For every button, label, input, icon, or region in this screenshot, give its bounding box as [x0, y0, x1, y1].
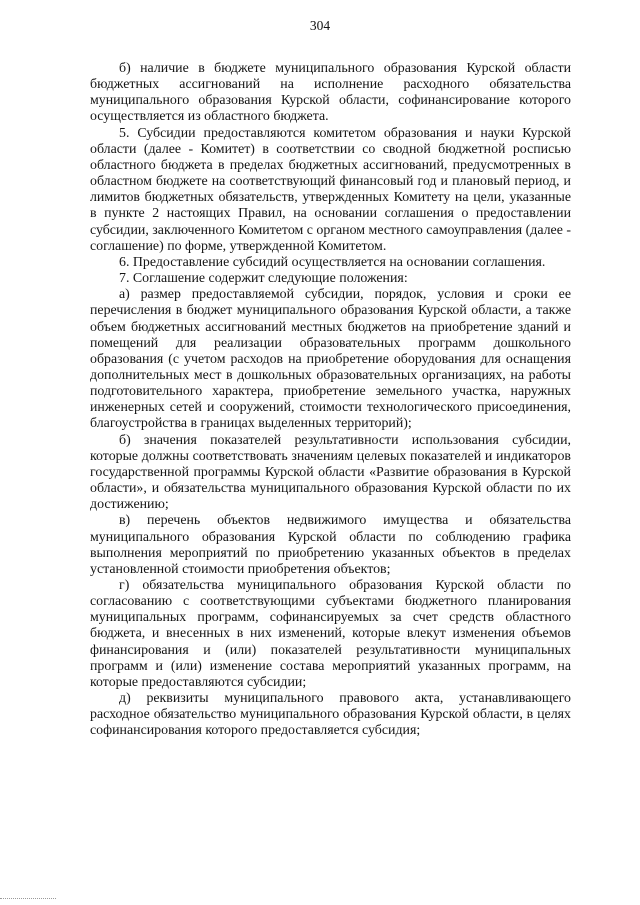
paragraph-7b-performance-indicators: б) значения показателей результативности использования субсидии, которые должны соответствовать значениям целевых показателей и индикаторов государственной программы Курской области «Развитие образования в Курской области», и обязательства муниципального образования Курской области по их достижению;: [90, 432, 571, 513]
paragraph-7v-property-list: в) перечень объектов недвижимого имущества и обязательства муниципального образования Курской области по соблюдению графика выполнения мероприятий по приобретению указанных объектов в пределах установленной стоимости приобретения объектов;: [90, 513, 571, 577]
paragraph-5-subsidies-provision: 5. Субсидии предоставляются комитетом образования и науки Курской области (далее - Комитет) в соответствии со сводной бюджетной росписью областного бюджета в пределах бюджетных ассигнований, предусмотренных в областном бюджете на соответствующий финансовый год и плановый период, и лимитов бюджетных обязательств, утвержденных Комитету на цели, указанные в пункте 2 настоящих Правил, на основании соглашения о предоставлении субсидии, заключенного Комитетом с органом местного самоуправления (далее - соглашение) по форме, утвержденной Комитетом.: [90, 125, 571, 254]
paragraph-7d-legal-act-details: д) реквизиты муниципального правового акта, устанавливающего расходное обязательство муниципального образования Курской области, в целях софинансирования которого предоставляется субсидия;: [90, 691, 571, 739]
paragraph-6b-budget-allocations: б) наличие в бюджете муниципального образования Курской области бюджетных ассигнований на исполнение расходного обязательства муниципального образования Курской области, софинансирование которого осуществляется из областного бюджета.: [90, 61, 571, 125]
paragraph-6-agreement-basis: 6. Предоставление субсидий осуществляется на основании соглашения.: [119, 254, 546, 270]
paragraph-7a-subsidy-amount: а) размер предоставляемой субсидии, порядок, условия и сроки ее перечисления в бюджет муниципального образования Курской области, а также объем бюджетных ассигнований местных бюджетов на приобретение зданий и помещений для реализации образовательных программ дошкольного образования (с учетом расходов на приобретение оборудования для оснащения дополнительных мест в дошкольных образовательных организациях, на работы подготовительного характера, приобретение земельного участка, наружных инженерных сетей и сооружений, стоимости технологического присоединения, благоустройства в границах выделенных территорий);: [90, 287, 571, 432]
page-number: 304: [309, 18, 331, 33]
paragraph-7g-program-coordination: г) обязательства муниципального образования Курской области по согласованию с соответствующими субъектами бюджетного планирования муниципальных программ, софинансируемых за счет средств областного бюджета, и внесенных в них изменений, которые влекут изменения объемов финансирования и (или) показателей результативности муниципальных программ и (или) изменение состава мероприятий указанных программ, на которые предоставляются субсидии;: [90, 578, 571, 690]
scan-edge-mark: [0, 898, 56, 899]
paragraph-7-agreement-contents: 7. Соглашение содержит следующие положения:: [119, 271, 408, 287]
document-body: [90, 61, 571, 740]
